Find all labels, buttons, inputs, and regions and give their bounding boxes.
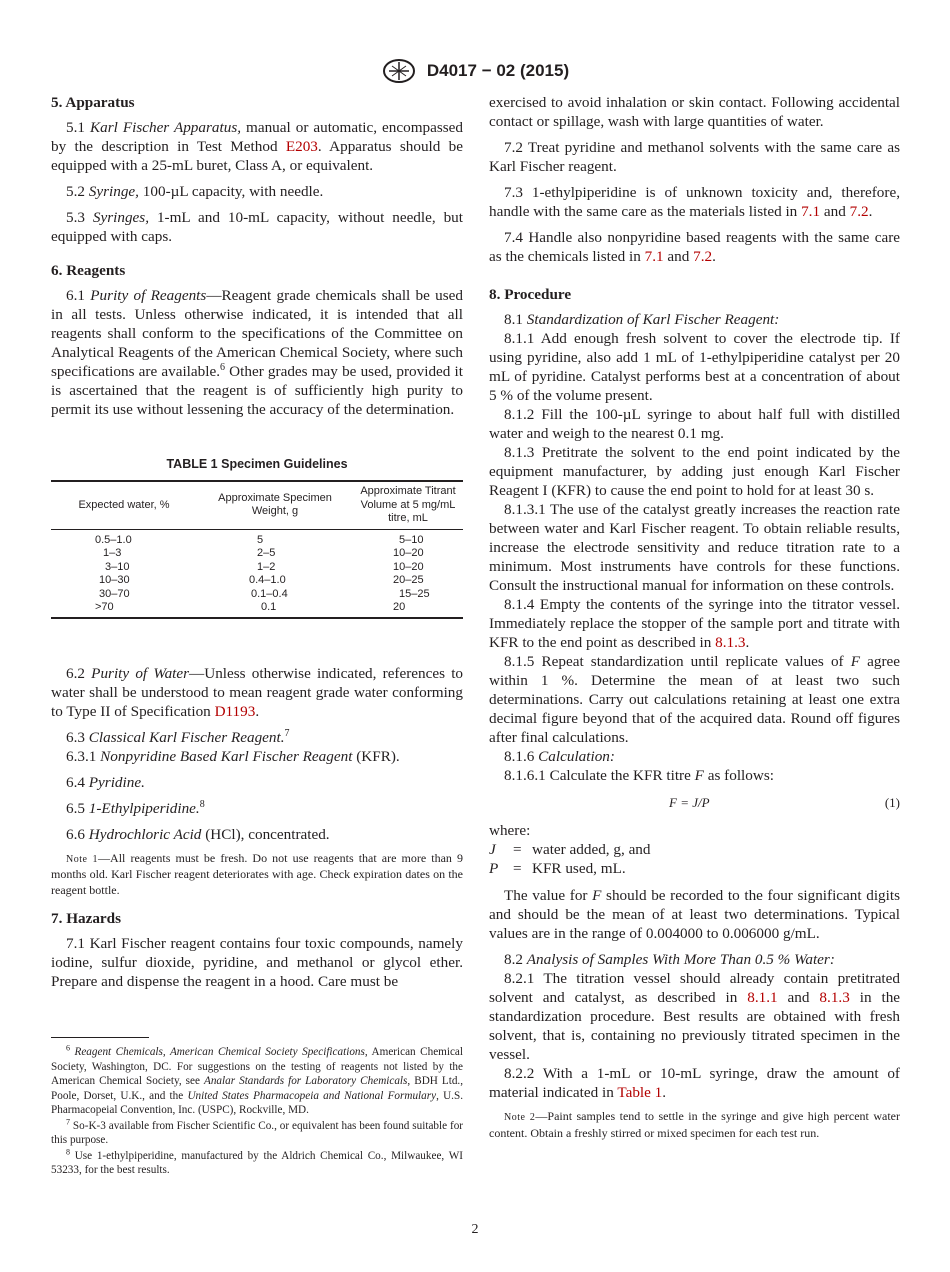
equation-1 [489,791,900,813]
where-label: where: [489,822,531,839]
paragraph-6-2: 6.2 Purity of Water—Unless otherwise indicated, references to water shall be understood to mean reagent grade water conforming to Type II of Specification D1193. [51,664,464,720]
paragraph-6-1: 6.1 Purity of Reagents—Reagent grade chemicals shall be used in all tests. Unless otherwise indicated, it is intended that all reagents shall conform to the specifications of the Committee on Analytical Reagents of the American Chemical Society, where such specifications are available.$^6$ Other grades may be used, provided it is ascertained that the reagent is of sufficiently high purity to permit its use without lessening the accuracy of the determination. [51,287,464,418]
footnote-rule [51,1037,149,1038]
footnote-ref-6[interactable]: 6 [220,361,225,373]
paragraph-8-2: 8.2 Analysis of Samples With More Than 0.5 % Water: [504,951,835,968]
table-row: >70 0.1 20 [51,601,463,618]
paragraph-8-1-2: 8.1.2 Fill the 100-µL syringe to about half full with distilled water and weigh to the nearest 0.1 mg. [489,406,900,442]
left-column [51,93,463,998]
page-header [0,58,950,84]
link-d1193[interactable]: D1193 [214,702,256,720]
paragraph-7-1-continued: exercised to avoid inhalation or skin contact. Following accidental contact or spillage, wash with large quantities of water. [489,94,900,130]
table-row: 1–3 2–5 10–20 [103,547,424,559]
paragraph-8-1-6: 8.1.6 Calculation: [504,748,615,765]
link-8-1-1[interactable]: 8.1.1 [747,989,778,1006]
paragraph-8-1-4: 8.1.4 Empty the contents of the syringe into the titrator vessel. Immediately replace the stopper of the sample port and titrate with KFR to the end point as described in 8.1.3. [489,596,900,651]
footnote-ref-7[interactable]: 7 [284,727,290,739]
paragraph-6-6: 6.6 Hydrochloric Acid (HCl), concentrated. [66,825,330,843]
paragraph-6-5: 6.5 1-Ethylpiperidine.$^8$ [66,798,205,817]
table-1-title: TABLE 1 Specimen Guidelines [166,457,348,471]
paragraph-8-1-1: 8.1.1 Add enough fresh solvent to cover the electrode tip. If using pyridine, also add 1 mL of 1-ethylpiperidine catalyst per 20 mL of pyridine. Catalyst performs best at a concentration of about 5 % of the volume present. [489,330,900,404]
equation-number: (1) [884,795,900,810]
paragraph-6-3-1: 6.3.1 Nonpyridine Based Karl Fischer Reagent (KFR). [66,747,400,765]
section-heading-hazards: 7. Hazards [51,910,122,927]
paragraph-6-4: 6.4 Pyridine. [66,773,145,791]
section-heading-procedure: 8. Procedure [489,286,572,303]
paragraph-5-3: 5.3 Syringes, 1-mL and 10-mL capacity, without needle, but equipped with caps. [51,209,463,245]
paragraph-8-1-3-1: 8.1.3.1 The use of the catalyst greatly increases the reaction rate between water and Karl Fischer reagent. To obtain reliable results, increase the electrode sensitivity and reduce titration rate to a minimum. Most instruments have controls for these functions. Consult the instructional manual for information on these controls. [489,501,900,594]
paragraph-8-2-2: 8.2.2 With a 1-mL or 10-mL syringe, draw the amount of material indicated in Table 1. [489,1065,900,1101]
link-7-1[interactable]: 7.1 [644,248,664,265]
link-8-1-3[interactable]: 8.1.3 [715,634,746,651]
link-8-1-3[interactable]: 8.1.3 [819,989,850,1006]
right-column [489,93,900,1151]
footnote-ref-8[interactable]: 8 [199,798,205,810]
link-7-2[interactable]: 7.2 [693,248,713,265]
note-1: Note 1—All reagents must be fresh. Do not use reagents that are more than 9 months old. Karl Fischer reagent deteriorates with age. Check expiration dates on the reagent bottle. [51,850,463,897]
definition-row: J = water added, g, and [489,841,651,858]
paragraph-8-1-6-1: 8.1.6.1 Calculate the KFR titre F as follows: [504,767,774,784]
specimen-guidelines-table [51,480,463,619]
footnote-8: $^8$ Use 1-ethylpiperidine, manufactured by the Aldrich Chemical Co., Milwaukee, WI 53233, for the best results. [51,1146,463,1176]
paragraph-7-3: 7.3 1-ethylpiperidine is of unknown toxicity and, therefore, handle with the same care as the materials listed in 7.1 and 7.2. [489,184,900,220]
paragraph-7-1: 7.1 Karl Fischer reagent contains four toxic compounds, namely iodine, sulfur dioxide, pyridine, and methanol or glycol ether. Prepare and dispense the reagent in a hood. Care must be [51,935,463,990]
section-heading-apparatus: 5. Apparatus [51,94,135,111]
paragraph-5-1: 5.1 Karl Fischer Apparatus, manual or automatic, encompassed by the description in Test Method E203. Apparatus should be equipped with a 25-mL buret, Class A, or equivalent. [51,119,464,174]
link-7-2[interactable]: 7.2 [849,203,869,220]
link-table-1[interactable]: Table 1 [617,1084,663,1101]
section-heading-reagents: 6. Reagents [51,262,126,279]
page-number: 2 [471,1222,479,1237]
paragraph-8-1-5: 8.1.5 Repeat standardization until replicate values of F agree within 1 %. Determine the mean of at least two such determinations. Carry out calculations retaining at least one extra decimal figure beyond that of the acquired data. Round off figures after final calculations. [489,653,901,746]
paragraph-f-value: The value for F should be recorded to the four significant digits and should be the mean of at least two determinations. Typical values are in the range of 0.004000 to 0.006000 g/mL. [489,887,900,942]
table-header-titrant: Approximate Titrant Volume at 5 mg/mL titre, mL [353,481,463,529]
footnote-6: $^6$ Reagent Chemicals, American Chemical Society Specifications, American Chemical Society, Washington, DC. For suggestions on the testing of reagents not listed by the American Chemical Society, see Analar Standards for Laboratory Chemicals, BDH Ltd., Poole, Dorset, U.K., and the United States Pharmacopeia and National Formulary, U.S. Pharmacopeial Convention, Inc. (USPC), Rockville, MD. [51,1043,464,1116]
link-7-1[interactable]: 7.1 [801,203,821,220]
table-header-weight: Approximate Specimen Weight, g [197,481,353,529]
variable-definitions [489,840,900,878]
note-2: Note 2—Paint samples tend to settle in the syringe and give high percent water content. Obtain a freshly stirred or mixed specimen for each test run. [489,1109,900,1140]
paragraph-7-4: 7.4 Handle also nonpyridine based reagents with the same care as the chemicals listed in 7.1 and 7.2. [489,229,900,265]
paragraph-5-2: 5.2 Syringe, 100-µL capacity, with needle. [66,183,324,200]
table-row: 10–30 0.4–1.0 20–25 [99,574,424,586]
footnote-7: $^7$ So-K-3 available from Fischer Scientific Co., or equivalent has been found suitable for this purpose. [51,1116,464,1146]
equation-expression: F = J/P [669,795,710,810]
paragraph-7-2: 7.2 Treat pyridine and methanol solvents with the same care as Karl Fischer reagent. [489,139,900,175]
document-designation: D4017 − 02 (2015) [426,61,570,80]
paragraph-8-1: 8.1 Standardization of Karl Fischer Reagent: [504,311,780,328]
paragraph-8-1-3: 8.1.3 Pretitrate the solvent to the end point indicated by the equipment manufacturer, by adding just enough Karl Fischer Reagent I (KFR) to cause the end point to hold for at least 30 s. [489,444,900,499]
table-row: 30–70 0.1–0.4 15–25 [99,587,430,600]
astm-logo-icon [381,58,417,84]
definition-row: P = KFR used, mL. [489,860,626,877]
table-header-water: Expected water, % [51,481,197,529]
table-row: 0.5–1.0 5 5–10 [95,533,424,546]
paragraph-6-3: 6.3 Classical Karl Fischer Reagent.$^7$ [66,727,290,746]
table-row: 3–10 1–2 10–20 [105,560,424,573]
link-e203[interactable]: E203 [285,138,318,155]
footnotes [51,1045,463,1179]
paragraph-8-2-1: 8.2.1 The titration vessel should already contain pretitrated solvent and catalyst, as described in 8.1.1 and 8.1.3 in the standardization procedure. Best results are obtained with fresh solvent, that is, containing no previously titrated specimen in the vessel. [489,970,901,1063]
